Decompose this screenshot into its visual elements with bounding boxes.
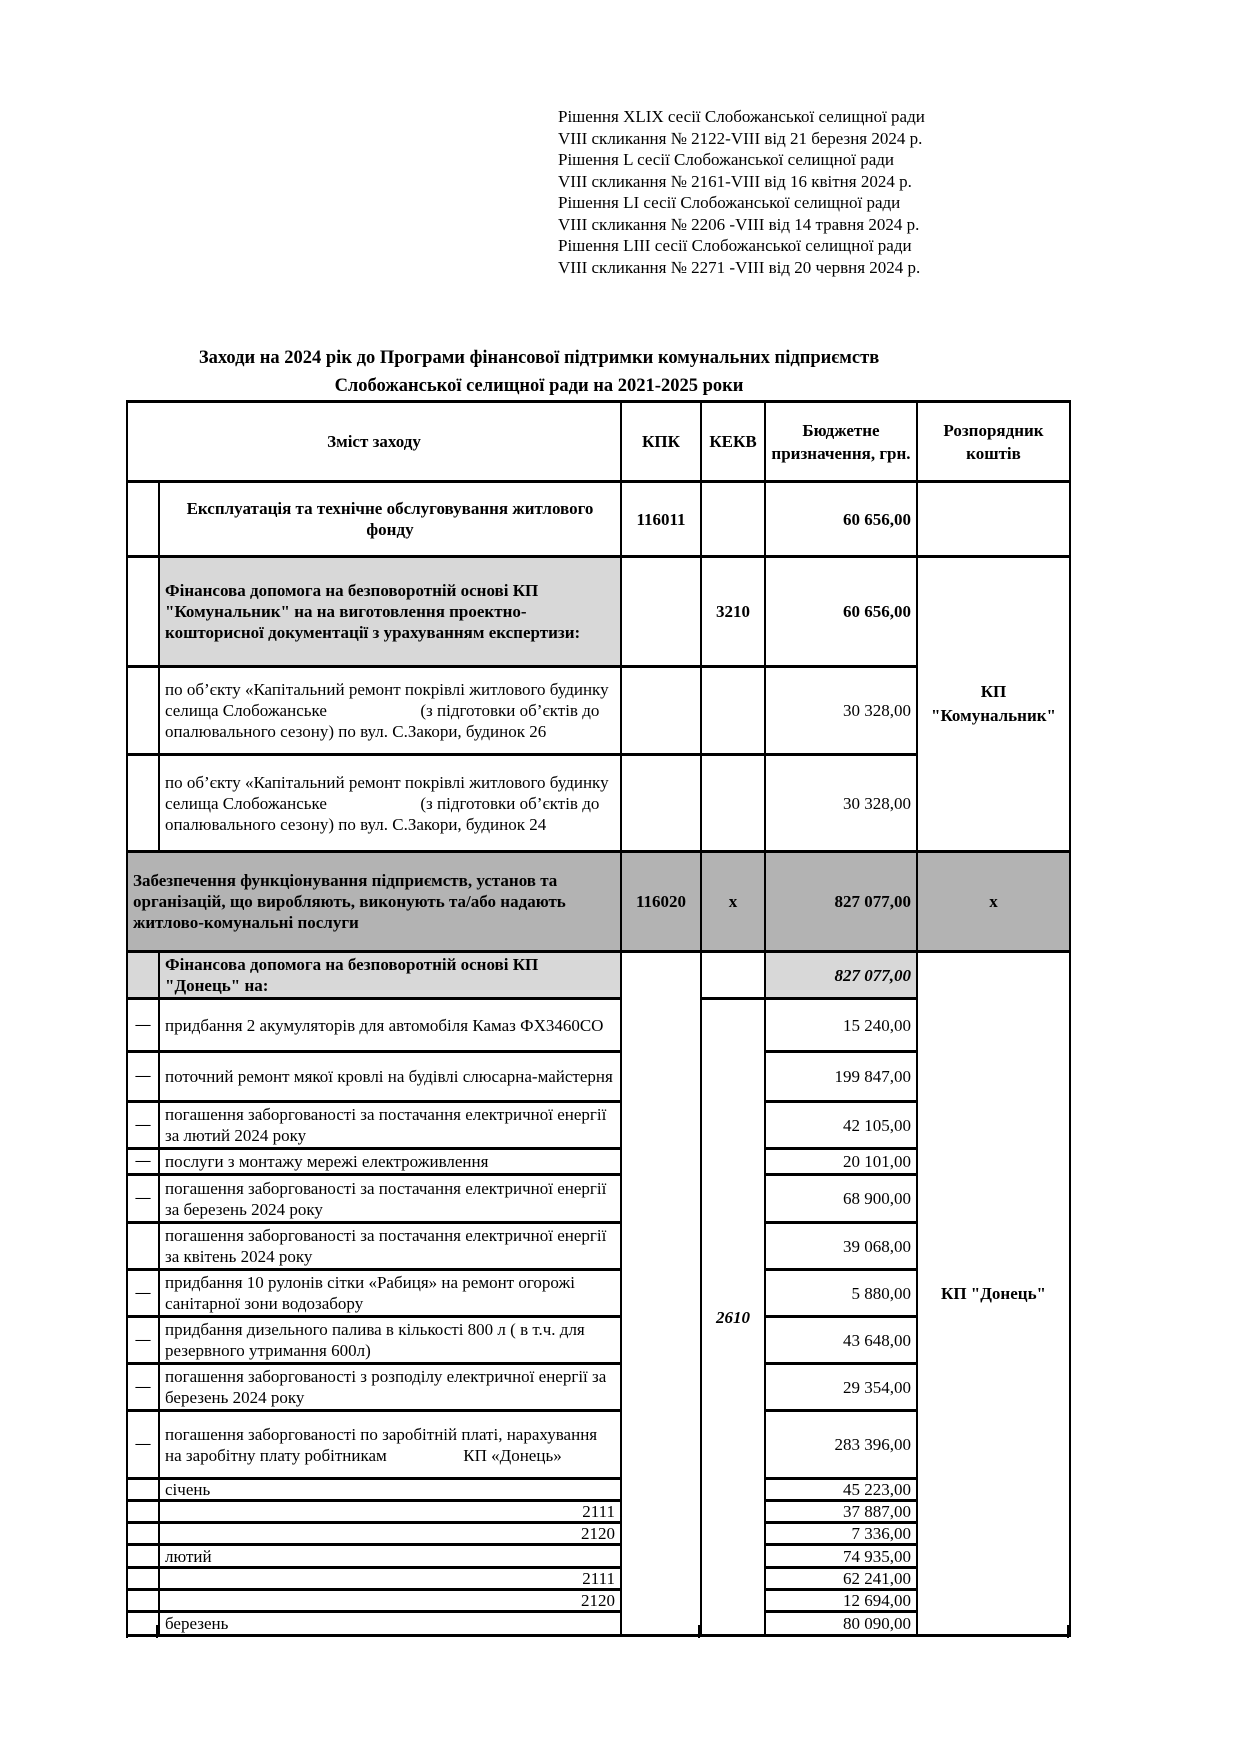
row-marker-cell — [127, 1501, 159, 1523]
cell-amount: 45 223,00 — [765, 1479, 917, 1501]
dash-marker: — — [127, 1270, 159, 1317]
cell-amount: 29 354,00 — [765, 1364, 917, 1411]
row-marker-cell — [127, 755, 159, 852]
cell-manager: КП "Комунальник" — [917, 557, 1070, 852]
col-header-budget: Бюджетне призначення, грн. — [765, 402, 917, 482]
cell-amount: 30 328,00 — [765, 755, 917, 852]
cell-kpk: 116020 — [621, 852, 701, 952]
row-marker-cell — [127, 952, 159, 999]
decision-references — [558, 106, 925, 278]
cell-amount: 827 077,00 — [765, 852, 917, 952]
cell-content: погашення заборгованості з розподілу електричної енергії за березень 2024 року — [159, 1364, 621, 1411]
cell-content: 2111 — [159, 1501, 621, 1523]
cell-kekv: 2610 — [701, 999, 765, 1636]
cell-amount: 5 880,00 — [765, 1270, 917, 1317]
decision-line: Рішення XLIX сесії Слобожанської селищної ради — [558, 107, 925, 126]
row-marker-cell — [127, 1223, 159, 1270]
dash-marker: — — [127, 1052, 159, 1102]
cell-content: Фінансова допомога на безповоротній основі КП "Комунальник" на на виготовлення проектно-кошторисної документації з урахуванням експертизи: — [159, 557, 621, 667]
col-header-kekv: КЕКВ — [701, 402, 765, 482]
cell-content: 2111 — [159, 1568, 621, 1590]
cell-content: погашення заборгованості за постачання електричної енергії за лютий 2024 року — [159, 1102, 621, 1149]
decision-line: VIII скликання № 2206 -VIII від 14 травня 2024 р. — [558, 214, 920, 234]
cell-kpk — [621, 667, 701, 755]
cell-content: придбання 10 рулонів сітки «Рабиця» на ремонт огорожі санітарної зони водозабору — [159, 1270, 621, 1317]
cell-amount: 12 694,00 — [765, 1590, 917, 1612]
cell-amount: 30 328,00 — [765, 667, 917, 755]
row-marker-cell — [127, 1590, 159, 1612]
cell-content: Експлуатація та технічне обслуговування житлового фонду — [159, 482, 621, 557]
cell-kpk — [621, 755, 701, 852]
decision-line: Рішення LI сесії Слобожанської селищної ради — [558, 193, 901, 212]
cell-kekv — [701, 755, 765, 852]
table-row — [127, 482, 1070, 557]
col-header-kpk: КПК — [621, 402, 701, 482]
col-header-content: Зміст заходу — [127, 402, 621, 482]
cell-kpk: 116011 — [621, 482, 701, 557]
dash-marker: — — [127, 999, 159, 1052]
col-header-manager: Розпорядник коштів — [917, 402, 1070, 482]
cell-kekv: 3210 — [701, 557, 765, 667]
cell-amount: 60 656,00 — [765, 557, 917, 667]
table-row — [127, 557, 1070, 667]
cell-amount: 283 396,00 — [765, 1411, 917, 1479]
cell-kekv — [701, 952, 765, 999]
row-marker-cell — [127, 667, 159, 755]
cell-content: придбання дизельного палива в кількості 800 л ( в т.ч. для резервного утримання 600л) — [159, 1317, 621, 1364]
table-row — [127, 952, 1070, 999]
cell-manager — [917, 482, 1070, 557]
cell-content: Фінансова допомога на безповоротній основі КП "Донець" на: — [159, 952, 621, 999]
cell-kpk — [621, 557, 701, 667]
cell-content: поточний ремонт мякої кровлі на будівлі слюсарна-майстерня — [159, 1052, 621, 1102]
cell-content: погашення заборгованості по заробітній платі, нарахування на заробітну плату робітникам КП «Донець» — [159, 1411, 621, 1479]
dash-marker: — — [127, 1411, 159, 1479]
measures-table — [126, 400, 1071, 1637]
cell-kekv — [701, 667, 765, 755]
cell-amount: 68 900,00 — [765, 1175, 917, 1223]
page-title-line2: Слобожанської селищної ради на 2021-2025 роки — [334, 376, 744, 396]
row-marker-cell — [127, 1545, 159, 1568]
cell-amount: 37 887,00 — [765, 1501, 917, 1523]
dash-marker: — — [127, 1149, 159, 1175]
cell-content: по об’єкту «Капітальний ремонт покрівлі житлового будинку селища Слобожанське (з підготовки об’єктів до опалювального сезону) по вул. С.Закори, будинок 26 — [159, 667, 621, 755]
row-marker-cell — [127, 1568, 159, 1590]
table-row — [127, 852, 1070, 952]
table-border-stub — [698, 1625, 700, 1638]
decision-line: VIII скликання № 2122-VIII від 21 березня 2024 р. — [558, 128, 923, 148]
cell-amount: 20 101,00 — [765, 1149, 917, 1175]
cell-content: 2120 — [159, 1590, 621, 1612]
dash-marker: — — [127, 1175, 159, 1223]
table-border-stub — [126, 1625, 128, 1638]
cell-amount: 80 090,00 — [765, 1612, 917, 1636]
cell-content: по об’єкту «Капітальний ремонт покрівлі житлового будинку селища Слобожанське (з підготовки об’єктів до опалювального сезону) по вул. С.Закори, будинок 24 — [159, 755, 621, 852]
decision-line: Рішення L сесії Слобожанської селищної ради — [558, 150, 894, 169]
page-title — [126, 344, 952, 400]
cell-content: 2120 — [159, 1523, 621, 1545]
cell-amount: 43 648,00 — [765, 1317, 917, 1364]
table-border-stub — [1067, 1625, 1069, 1638]
cell-amount: 60 656,00 — [765, 482, 917, 557]
cell-amount: 62 241,00 — [765, 1568, 917, 1590]
table-header-row — [127, 402, 1070, 482]
row-marker-cell — [127, 1479, 159, 1501]
row-marker-cell — [127, 482, 159, 557]
cell-content: лютий — [159, 1545, 621, 1568]
cell-amount: 7 336,00 — [765, 1523, 917, 1545]
cell-content: погашення заборгованості за постачання електричної енергії за березень 2024 року — [159, 1175, 621, 1223]
cell-amount: 74 935,00 — [765, 1545, 917, 1568]
cell-content: березень — [159, 1612, 621, 1636]
cell-kekv — [701, 482, 765, 557]
cell-amount: 15 240,00 — [765, 999, 917, 1052]
cell-content: погашення заборгованості за постачання електричної енергії за квітень 2024 року — [159, 1223, 621, 1270]
cell-manager: x — [917, 852, 1070, 952]
cell-content: послуги з монтажу мережі електроживлення — [159, 1149, 621, 1175]
row-marker-cell — [127, 557, 159, 667]
cell-kekv: x — [701, 852, 765, 952]
table-border-stub — [156, 1625, 158, 1638]
cell-content: Забезпечення функціонування підприємств, установ та організацій, що виробляють, виконують та/або надають житлово-комунальні послуги — [127, 852, 621, 952]
row-marker-cell — [127, 1523, 159, 1545]
cell-amount: 39 068,00 — [765, 1223, 917, 1270]
cell-manager: КП "Донець" — [917, 952, 1070, 1636]
cell-content: січень — [159, 1479, 621, 1501]
cell-amount: 42 105,00 — [765, 1102, 917, 1149]
cell-amount: 827 077,00 — [765, 952, 917, 999]
cell-amount: 199 847,00 — [765, 1052, 917, 1102]
dash-marker: — — [127, 1317, 159, 1364]
page-title-line1: Заходи на 2024 рік до Програми фінансової підтримки комунальних підприємств — [198, 348, 880, 368]
decision-line: Рішення LIII сесії Слобожанської селищної ради — [558, 236, 912, 255]
dash-marker: — — [127, 1364, 159, 1411]
cell-content: придбання 2 акумуляторів для автомобіля Камаз ФХ3460СО — [159, 999, 621, 1052]
cell-kpk — [621, 952, 701, 1636]
decision-line: VIII скликання № 2271 -VIII від 20 червня 2024 р. — [558, 257, 921, 277]
row-marker-cell — [127, 1612, 159, 1636]
decision-line: VIII скликання № 2161-VIII від 16 квітня 2024 р. — [558, 171, 912, 191]
dash-marker: — — [127, 1102, 159, 1149]
